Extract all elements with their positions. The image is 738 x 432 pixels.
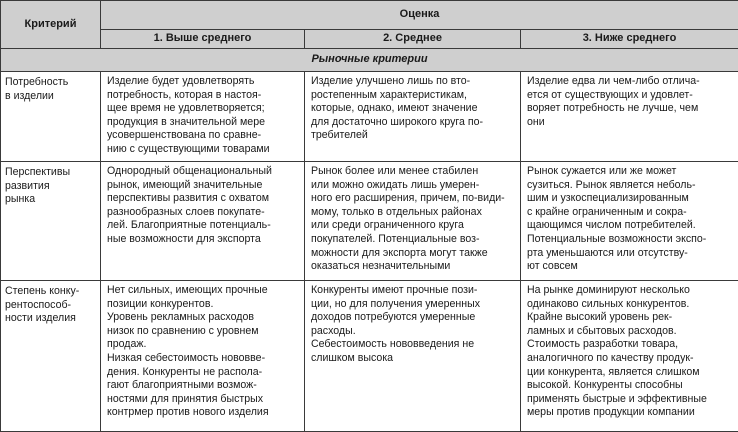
cell-line: или среди ограниченного круга xyxy=(311,219,517,233)
header-criterion: Критерий xyxy=(1,1,101,49)
cell-line: ется от существующих и удовлет- xyxy=(527,89,735,103)
cell-line: перспективы развития с охватом xyxy=(107,192,301,206)
cell-line: Потенциальные возможности экспо- xyxy=(527,233,735,247)
cell-line: одинаково сильных конкурентов. xyxy=(527,298,735,312)
cell-line: можности для экспорта могут также xyxy=(311,247,517,261)
cell-line: сузиться. Рынок является неболь- xyxy=(527,179,735,193)
cell-line: ции, но для получения умеренных xyxy=(311,298,517,312)
criterion-line: в изделии xyxy=(5,90,97,104)
cell-line: Изделие будет удовлетворять xyxy=(107,75,301,89)
cell-line: разнообразных слоев покупате- xyxy=(107,206,301,220)
cell-line: рта уменьшаются или отсутству- xyxy=(527,247,735,261)
cell-need-average xyxy=(305,72,521,162)
cell-line: применять быстрые и эффективные xyxy=(527,393,735,407)
criterion-need xyxy=(1,72,101,162)
cell-line: ностями для принятия быстрых xyxy=(107,393,301,407)
criterion-line: ности изделия xyxy=(5,312,97,326)
cell-line: покупателей. Потенциальные воз- xyxy=(311,233,517,247)
cell-line: для достаточно широкого круга по- xyxy=(311,116,517,130)
table-row xyxy=(1,162,738,281)
cell-line: шим и узкоспециализированным xyxy=(527,192,735,206)
table-row xyxy=(1,72,738,162)
cell-line: меры против продукции компании xyxy=(527,406,735,420)
cell-line: рынок, имеющий значительные xyxy=(107,179,301,193)
cell-line: мому, только в отдельных районах xyxy=(311,206,517,220)
cell-line: с крайне ограниченным и сокра- xyxy=(527,206,735,220)
cell-market-average xyxy=(305,162,521,281)
cell-line: щающимся числом потребителей. xyxy=(527,219,735,233)
cell-line: аналогичного по качеству продук- xyxy=(527,352,735,366)
criterion-line: рынка xyxy=(5,193,97,207)
cell-need-below xyxy=(521,72,738,162)
cell-line: низок по сравнению с уровнем xyxy=(107,325,301,339)
cell-line: Рынок более или менее стабилен xyxy=(311,165,517,179)
cell-line: которые, однако, имеют значение xyxy=(311,102,517,116)
cell-line: Конкуренты имеют прочные пози- xyxy=(311,284,517,298)
criterion-market-prospects xyxy=(1,162,101,281)
criterion-line: Перспективы xyxy=(5,166,97,180)
cell-line: Изделие едва ли чем-либо отлича- xyxy=(527,75,735,89)
cell-line: позиции конкурентов. xyxy=(107,298,301,312)
header-col-below-average: 3. Ниже среднего xyxy=(521,30,738,49)
cell-line: оказаться незначительными xyxy=(311,260,517,274)
cell-line: Крайне высокий уровень рек- xyxy=(527,311,735,325)
cell-line: ции конкурента, является слишком xyxy=(527,366,735,380)
criterion-line: Степень конку- xyxy=(5,285,97,299)
cell-line: Себестоимость нововведения не xyxy=(311,338,517,352)
header-col-above-average: 1. Выше среднего xyxy=(101,30,305,49)
subheader-row xyxy=(1,30,738,49)
cell-line: Низкая себестоимость нововве- xyxy=(107,352,301,366)
cell-need-above xyxy=(101,72,305,162)
cell-line: Рынок сужается или же может xyxy=(527,165,735,179)
cell-line: нию с существующими товарами xyxy=(107,143,301,157)
cell-line: они xyxy=(527,116,735,130)
cell-line: расходы. xyxy=(311,325,517,339)
cell-line: продаж. xyxy=(107,338,301,352)
cell-line: усовершенствована по сравне- xyxy=(107,129,301,143)
cell-line: продукция в значительной мере xyxy=(107,116,301,130)
criterion-line: развития xyxy=(5,180,97,194)
cell-line: ростепенным характеристикам, xyxy=(311,89,517,103)
cell-line: гают благоприятными возмож- xyxy=(107,379,301,393)
cell-line: требителей xyxy=(311,129,517,143)
cell-line: ют совсем xyxy=(527,260,735,274)
cell-line: ламных и сбытовых расходов. xyxy=(527,325,735,339)
cell-line: доходов потребуются умеренные xyxy=(311,311,517,325)
cell-line: Нет сильных, имеющих прочные xyxy=(107,284,301,298)
cell-line: ные возможности для экспорта xyxy=(107,233,301,247)
cell-line: дения. Конкуренты не распола- xyxy=(107,366,301,380)
cell-line: На рынке доминируют несколько xyxy=(527,284,735,298)
criterion-competitiveness xyxy=(1,281,101,432)
cell-compet-below xyxy=(521,281,738,432)
criterion-line: рентоспособ- xyxy=(5,299,97,313)
cell-line: Стоимость разработки товара, xyxy=(527,338,735,352)
table-row xyxy=(1,281,738,432)
section-row xyxy=(1,49,738,72)
cell-line: высокой. Конкуренты способны xyxy=(527,379,735,393)
section-title: Рыночные критерии xyxy=(1,49,738,72)
cell-compet-average xyxy=(305,281,521,432)
cell-market-below xyxy=(521,162,738,281)
cell-line: воряет потребность не лучше, чем xyxy=(527,102,735,116)
cell-line: Уровень рекламных расходов xyxy=(107,311,301,325)
cell-line: потребность, которая в настоя- xyxy=(107,89,301,103)
cell-line: ного его расширения, причем, по-види- xyxy=(311,192,517,206)
cell-line: лей. Благоприятные потенциаль- xyxy=(107,219,301,233)
cell-line: или можно ожидать лишь умерен- xyxy=(311,179,517,193)
cell-line: щее время не удовлетворяется; xyxy=(107,102,301,116)
cell-line: слишком высока xyxy=(311,352,517,366)
cell-line: Однородный общенациональный xyxy=(107,165,301,179)
criterion-line: Потребность xyxy=(5,76,97,90)
header-row xyxy=(1,1,738,30)
header-rating: Оценка xyxy=(101,1,738,30)
cell-line: Изделие улучшено лишь по вто- xyxy=(311,75,517,89)
cell-market-above xyxy=(101,162,305,281)
cell-line: контрмер против нового изделия xyxy=(107,406,301,420)
cell-compet-above xyxy=(101,281,305,432)
header-col-average: 2. Среднее xyxy=(305,30,521,49)
